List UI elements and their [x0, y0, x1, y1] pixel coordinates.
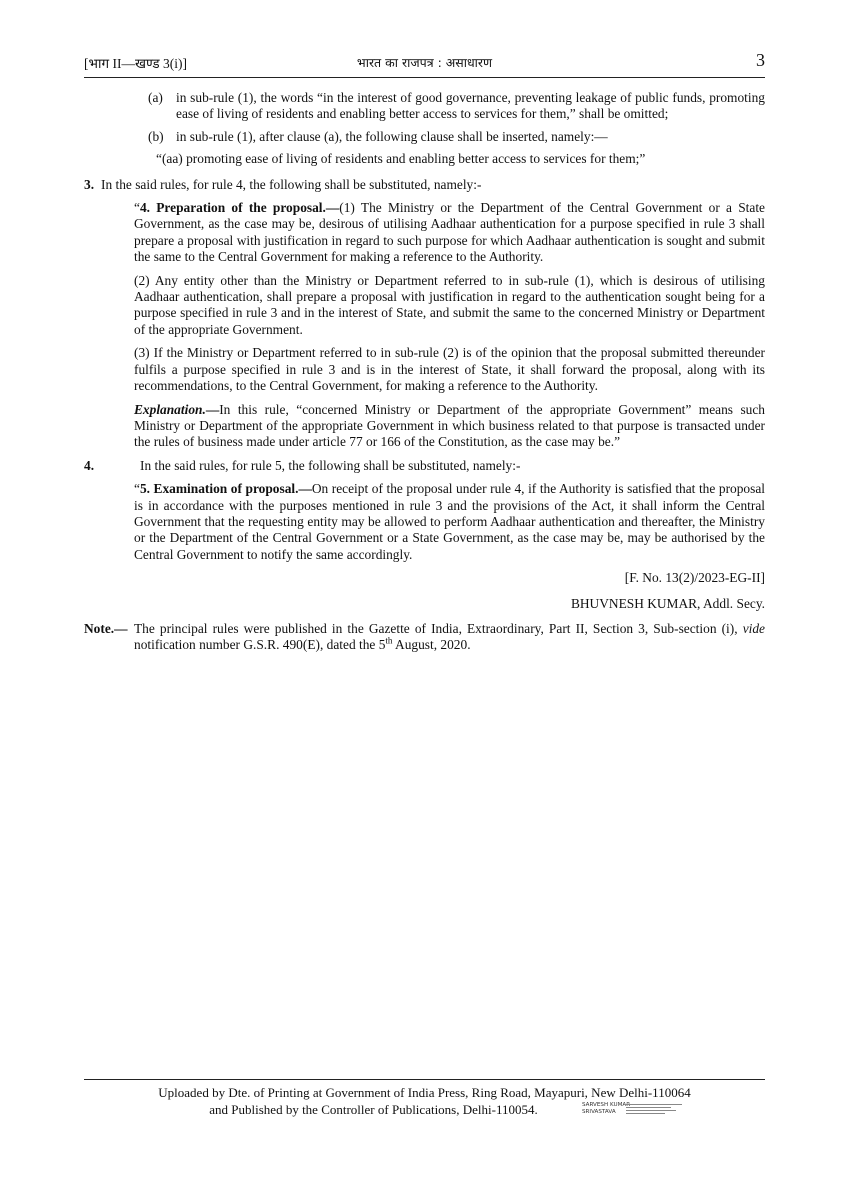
signature-name [582, 1102, 630, 1115]
digital-signature-stamp [582, 1102, 682, 1120]
inserted-clause-aa: “(aa) promoting ease of living of residents and enabling better access to services for them;” [156, 151, 646, 167]
signature-fine-print [626, 1103, 682, 1114]
page-header [84, 50, 765, 76]
footer-line-1: Uploaded by Dte. of Printing at Government of India Press, Ring Road, Mayapuri, New Delhi-110064 [158, 1085, 691, 1100]
clause-text: in sub-rule (1), the words “in the interest of good governance, preventing leakage of public funds, promoting ease of living of residents and enabling better access to services for them,” shall be omitted; [176, 90, 765, 122]
clause-text: in sub-rule (1), after clause (a), the following clause shall be inserted, namely:— [176, 128, 608, 144]
rule-5-heading: 5. Examination of proposal.— [139, 481, 312, 497]
rule-4-sub-rule-2: (2) Any entity other than the Ministry or Department referred to in sub-rule (1), which is desirous of utilising Aadhaar authentication, shall prepare a proposal with justification in regard to the authentication sought being for a purpose specified in rule 3 and in the interest of State, and submit the same to the concerned Ministry or Department of the appropriate Government. [134, 272, 765, 337]
open-quote: “ [134, 481, 140, 497]
paragraph-4 [84, 458, 765, 474]
note-text-part: The principal rules were published in the Gazette of India, Extraordinary, Part II, Section 3, Sub-section (i), [134, 620, 738, 636]
explanation-label: Explanation. [134, 401, 206, 417]
paragraph-number: 4. [84, 457, 95, 473]
signature-name-line: SRIVASTAVA [582, 1108, 616, 1115]
footer-line-2-text: and Published by the Controller of Publications, Delhi-110054. [209, 1101, 538, 1117]
note [84, 621, 765, 654]
rule-4-sub-rule-3: (3) If the Ministry or Department referred to in sub-rule (2) is of the opinion that the proposal submitted thereunder fulfils a purpose specified in rule 3 and is in the interest of State, it shall forward the proposal, along with its recommendations, to the Central Government, for making a reference to the Authority. [134, 345, 765, 394]
clause-label: (b) [148, 128, 164, 144]
document-body [84, 90, 765, 654]
explanation-text: In this rule, “concerned Ministry or Department of the appropriate Government” means such Ministry or Department of the appropriate Government in which business related to that purpose is transacted under the rules of business made under article 77 or 166 of the Constitution, as the case may be.” [134, 401, 765, 450]
open-quote: “ [134, 200, 140, 216]
rule-4-explanation [84, 402, 765, 451]
clause-a [84, 90, 765, 123]
paragraph-intro: In the said rules, for rule 5, the following shall be substituted, namely:- [140, 457, 521, 473]
clause-b [84, 129, 765, 145]
page-number: 3 [756, 50, 765, 70]
note-label: Note.— [84, 620, 128, 636]
header-gazette-title: भारत का राजपत्र : असाधारण [356, 55, 493, 70]
explanation-dash: — [205, 401, 220, 417]
note-vide: vide [742, 620, 765, 636]
signature-name-line: SARVESH KUMAR [582, 1102, 631, 1108]
note-text-part: notification number G.S.R. 490(E), dated the 5 [134, 637, 386, 653]
note-superscript: th [385, 635, 393, 646]
signatory: BHUVNESH KUMAR, Addl. Secy. [570, 595, 765, 611]
footer-rule [84, 1079, 765, 1080]
rule-4-sub-rule-1 [84, 200, 765, 266]
header-part-section: [भाग II—खण्ड 3(i)] [84, 56, 187, 71]
clause-label: (a) [148, 90, 163, 105]
paragraph-3 [84, 177, 765, 193]
note-text-part: August, 2020. [395, 637, 471, 653]
paragraph-intro: In the said rules, for rule 4, the following shall be substituted, namely:- [101, 176, 482, 192]
file-number: [F. No. 13(2)/2023-EG-II] [624, 570, 765, 586]
rule-4-heading: 4. Preparation of the proposal.— [139, 200, 340, 216]
note-text [134, 621, 765, 654]
rule-5-text [84, 481, 765, 563]
header-rule [84, 77, 765, 78]
sub-rule-text: (1) The Ministry or the Department of the Central Government or a State Government, as the case may be, desirous of utilising Aadhaar authentication for a purpose specified in rule 3 shall prepare a proposal with justification in regard to such purpose for which Aadhaar authentication is sought and submit the same to the Central Government for making a reference to the Authority. [134, 200, 765, 265]
paragraph-number: 3. [84, 176, 95, 192]
rule-5-body: On receipt of the proposal under rule 4, if the Authority is satisfied that the proposal is in accordance with the purposes mentioned in rule 3 and the provisions of the Act, it shall inform the Central Government that the requesting entity may be allowed to perform Aadhaar authentication and thereafter, the Ministry or the Department of the Central Government or a State Government, as the case may be, may be authorised by the Central Government to notify the same accordingly. [134, 481, 765, 562]
